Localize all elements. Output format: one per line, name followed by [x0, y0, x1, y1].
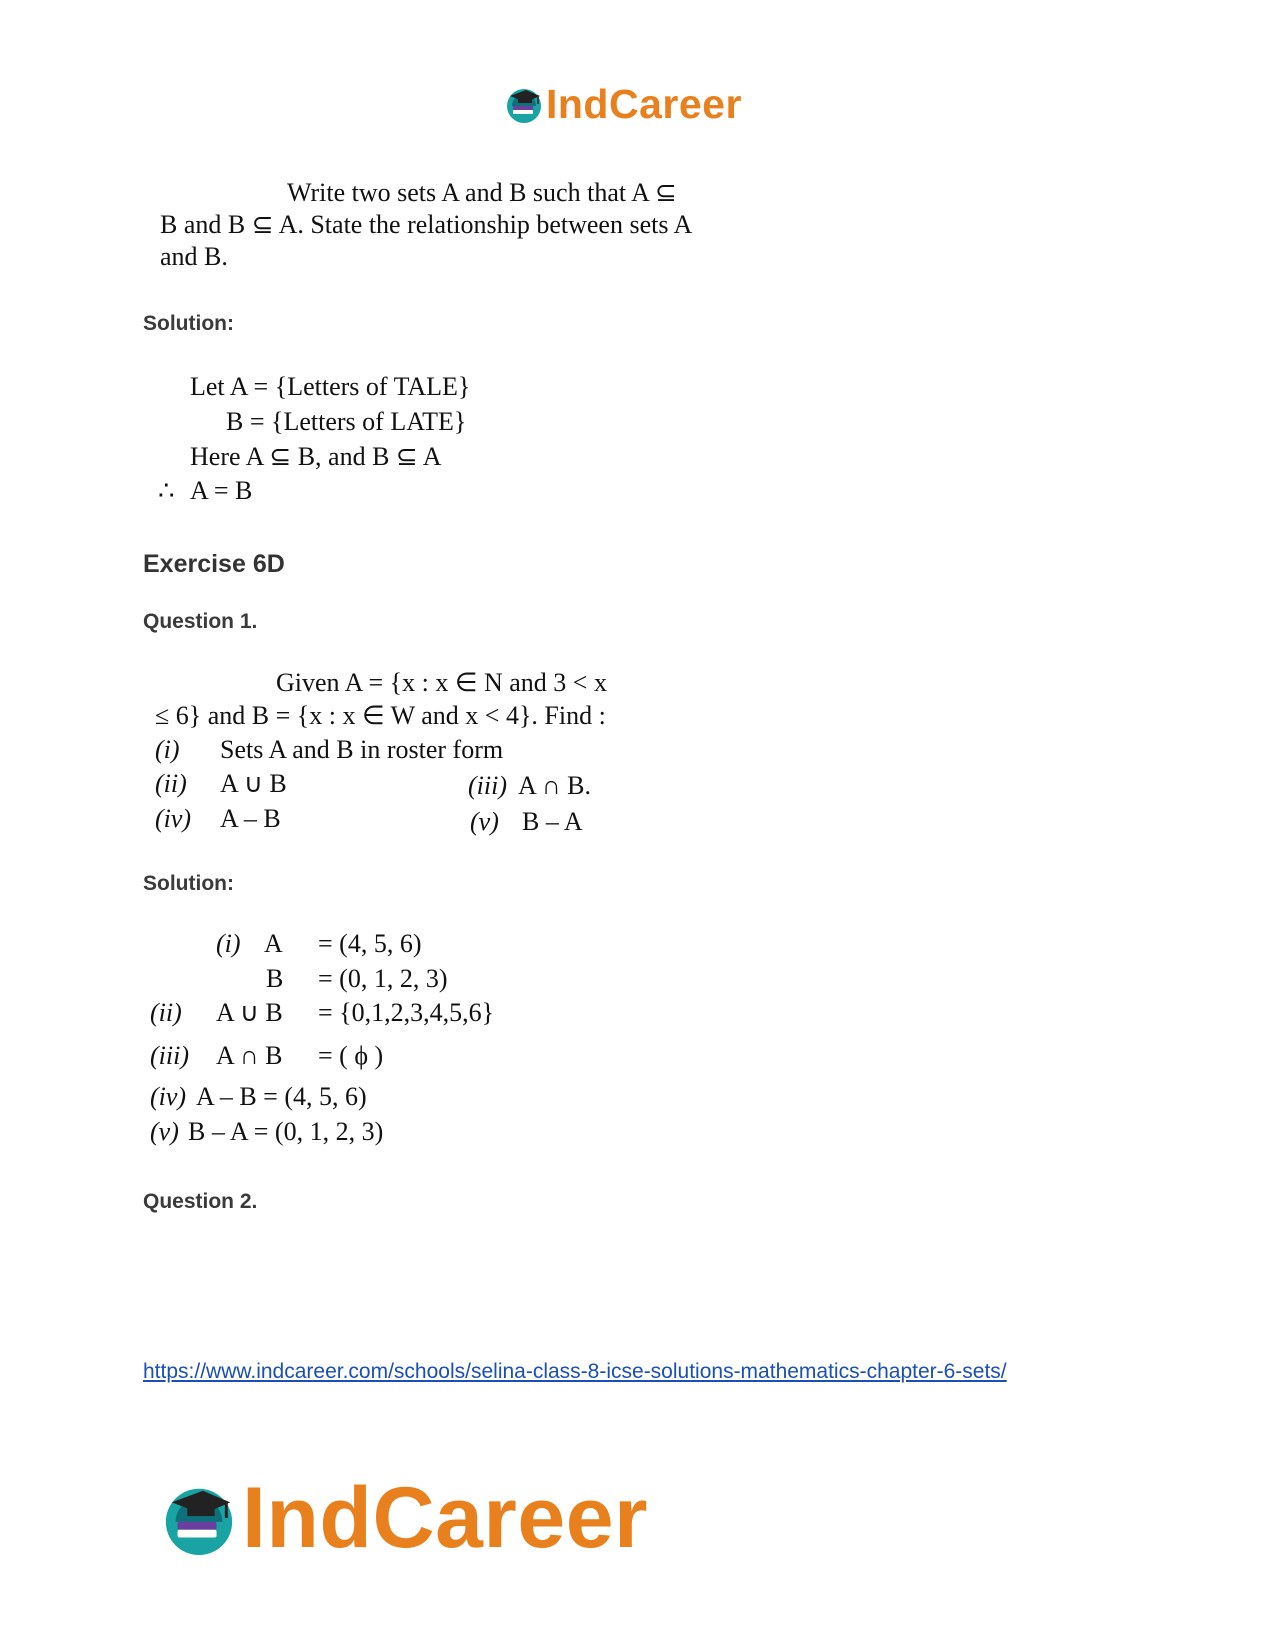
- solution-1-r5-num: [150, 1080, 186, 1114]
- item-number: (v): [150, 1117, 179, 1146]
- question-1-label: Question 1.: [143, 610, 258, 633]
- solution-1-r1-rhs: = (4, 5, 6): [318, 929, 422, 958]
- question-1-item-iii: A ∩ B.: [518, 771, 591, 800]
- question-1-item-v: B – A: [522, 807, 583, 836]
- solution-1-r3-num: [150, 996, 182, 1030]
- item-number: (i): [155, 735, 180, 764]
- logo-text: IndCareer: [546, 81, 742, 127]
- question-1-item-iii-num: [468, 769, 507, 803]
- problem-line-2: B and B ⊆ A. State the relationship between sets A: [160, 210, 693, 239]
- item-number: (i): [216, 929, 241, 958]
- source-link[interactable]: https://www.indcareer.com/schools/selina-class-8-icse-solutions-mathematics-chapter-6-sets/: [143, 1360, 1007, 1383]
- question-1-item-i-num: [155, 733, 180, 767]
- logo-text: IndCareer: [242, 1470, 648, 1566]
- question-1-item-ii-num: [155, 767, 187, 801]
- item-number: (v): [470, 807, 499, 836]
- solution-1-r4-rhs: = ( ϕ ): [318, 1041, 384, 1070]
- problem-line-1: Write two sets A and B such that A ⊆: [287, 178, 677, 207]
- solution-1-r5: A – B = (4, 5, 6): [196, 1082, 367, 1111]
- question-1-item-ii: A ∪ B: [220, 769, 287, 798]
- solution-1-r2-rhs: = (0, 1, 2, 3): [318, 964, 448, 993]
- item-number: (ii): [155, 769, 187, 798]
- question-1-item-i: Sets A and B in roster form: [220, 735, 504, 764]
- item-number: (iv): [155, 804, 192, 833]
- graduation-cap-icon: [160, 1479, 238, 1557]
- question-1-line-2: ≤ 6} and B = {x : x ∈ W and x < 4}. Find :: [155, 701, 606, 730]
- solution-1-r3-lhs: A ∪ B: [216, 998, 283, 1027]
- solution-1-r3-rhs: = {0,1,2,3,4,5,6}: [318, 998, 495, 1027]
- footer-logo: [160, 1470, 648, 1566]
- question-1-item-v-num: [470, 805, 499, 839]
- solution-1-r6: B – A = (0, 1, 2, 3): [188, 1117, 384, 1146]
- graduation-cap-icon: [504, 84, 544, 124]
- item-number: (iii): [468, 771, 507, 800]
- solution-1-r4-lhs: A ∩ B: [216, 1041, 283, 1070]
- solution-1-label: Solution:: [143, 872, 234, 895]
- header-logo: [504, 80, 742, 128]
- solution-line-1: Let A = {Letters of TALE}: [190, 372, 471, 401]
- question-1-line-1: Given A = {x : x ∈ N and 3 < x: [276, 668, 607, 697]
- item-number: (iii): [150, 1041, 189, 1070]
- question-1-item-iv-num: [155, 802, 191, 836]
- question-2-label: Question 2.: [143, 1190, 258, 1213]
- exercise-title: Exercise 6D: [143, 550, 285, 578]
- solution-1-r4-num: [150, 1039, 189, 1073]
- solution-1-r1-lhs: A: [264, 929, 283, 958]
- item-number: (iv): [150, 1082, 187, 1111]
- solution-line-2: B = {Letters of LATE}: [226, 407, 467, 436]
- solution-label: Solution:: [143, 312, 234, 335]
- solution-1-r2-lhs: B: [266, 964, 284, 993]
- item-number: (ii): [150, 998, 182, 1027]
- question-1-item-iv: A – B: [220, 804, 281, 833]
- problem-line-3: and B.: [160, 242, 228, 271]
- solution-1-r6-num: [150, 1115, 179, 1149]
- solution-1-r1-num: [216, 927, 241, 961]
- solution-line-3: Here A ⊆ B, and B ⊆ A: [190, 442, 442, 471]
- therefore-symbol: ∴: [158, 476, 175, 505]
- solution-line-4: A = B: [190, 476, 253, 505]
